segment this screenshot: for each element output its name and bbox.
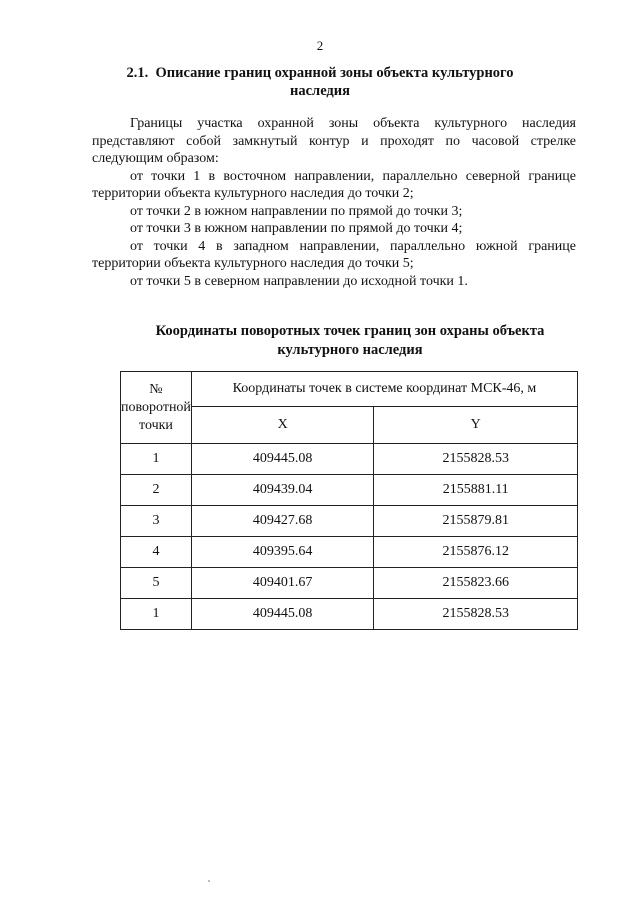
step-1 [92, 168, 576, 203]
table-title-line-1: Координаты поворотных точек границ зон охраны объекта [155, 323, 545, 339]
step-2-line-1: от точки 2 в южном направлении по прямой до точки 3; [130, 203, 463, 219]
coordinates-table [120, 371, 578, 630]
table-title [140, 322, 560, 360]
table-row [121, 444, 578, 475]
section-heading-line-1 [120, 64, 520, 82]
y-cell: 2155828.53 [374, 599, 578, 630]
section-heading [120, 64, 520, 100]
section-number: 2.1. [126, 65, 149, 81]
y-cell: 2155881.11 [374, 475, 578, 506]
x-cell: 409445.08 [191, 599, 373, 630]
table-row [121, 568, 578, 599]
point-cell: 1 [121, 599, 192, 630]
section-heading-line-2: наследия [290, 83, 350, 99]
table-row [121, 599, 578, 630]
intro-line-1: Границы участка охранной зоны объекта культурного наследия [130, 116, 576, 131]
point-cell: 4 [121, 537, 192, 568]
page-number: 2 [316, 38, 324, 53]
y-column-header: Y [374, 407, 578, 444]
table-row [121, 475, 578, 506]
x-cell: 409445.08 [191, 444, 373, 475]
point-header-line-2: поворотной [121, 399, 191, 415]
step-5 [92, 273, 576, 291]
step-4-line-1: от точки 4 в западном направлении, параллельно южной границе [130, 238, 576, 254]
x-cell: 409395.64 [191, 537, 373, 568]
point-header-line-1: № [149, 381, 163, 397]
step-3-line-1: от точки 3 в южном направлении по прямой до точки 4; [130, 221, 463, 236]
step-1-line-1: от точки 1 в восточном направлении, параллельно северной границе [130, 168, 576, 184]
x-cell: 409401.67 [191, 568, 373, 599]
intro-line-2: представляют собой замкнутый контур и проходят по часовой стрелке [92, 133, 576, 149]
point-number-header [121, 372, 192, 444]
step-4-line-2: территории объекта культурного наследия до точки 5; [92, 256, 414, 271]
table-row [121, 537, 578, 568]
point-cell: 2 [121, 475, 192, 506]
step-4 [92, 238, 576, 273]
step-3 [92, 220, 576, 238]
point-cell: 3 [121, 506, 192, 537]
step-2 [92, 203, 576, 221]
point-header-line-3: точки [139, 417, 173, 433]
step-1-line-2: территории объекта культурного наследия до точки 2; [92, 186, 414, 201]
scan-speck [208, 880, 210, 882]
boundary-description [92, 115, 576, 290]
intro-line-3: следующим образом: [92, 151, 219, 166]
y-cell: 2155879.81 [374, 506, 578, 537]
x-cell: 409427.68 [191, 506, 373, 537]
coordinates-header: Координаты точек в системе координат МСК-46, м [191, 372, 577, 407]
y-cell: 2155876.12 [374, 537, 578, 568]
section-title: Описание границ охранной зоны объекта культурного [155, 65, 514, 81]
table-title-line-2: культурного наследия [277, 342, 423, 358]
step-5-line-1: от точки 5 в северном направлении до исходной точки 1. [130, 273, 468, 289]
intro-paragraph [92, 115, 576, 168]
table-header-row [121, 372, 578, 407]
point-cell: 1 [121, 444, 192, 475]
table-row [121, 506, 578, 537]
x-cell: 409439.04 [191, 475, 373, 506]
y-cell: 2155828.53 [374, 444, 578, 475]
x-column-header: X [191, 407, 373, 444]
y-cell: 2155823.66 [374, 568, 578, 599]
point-cell: 5 [121, 568, 192, 599]
